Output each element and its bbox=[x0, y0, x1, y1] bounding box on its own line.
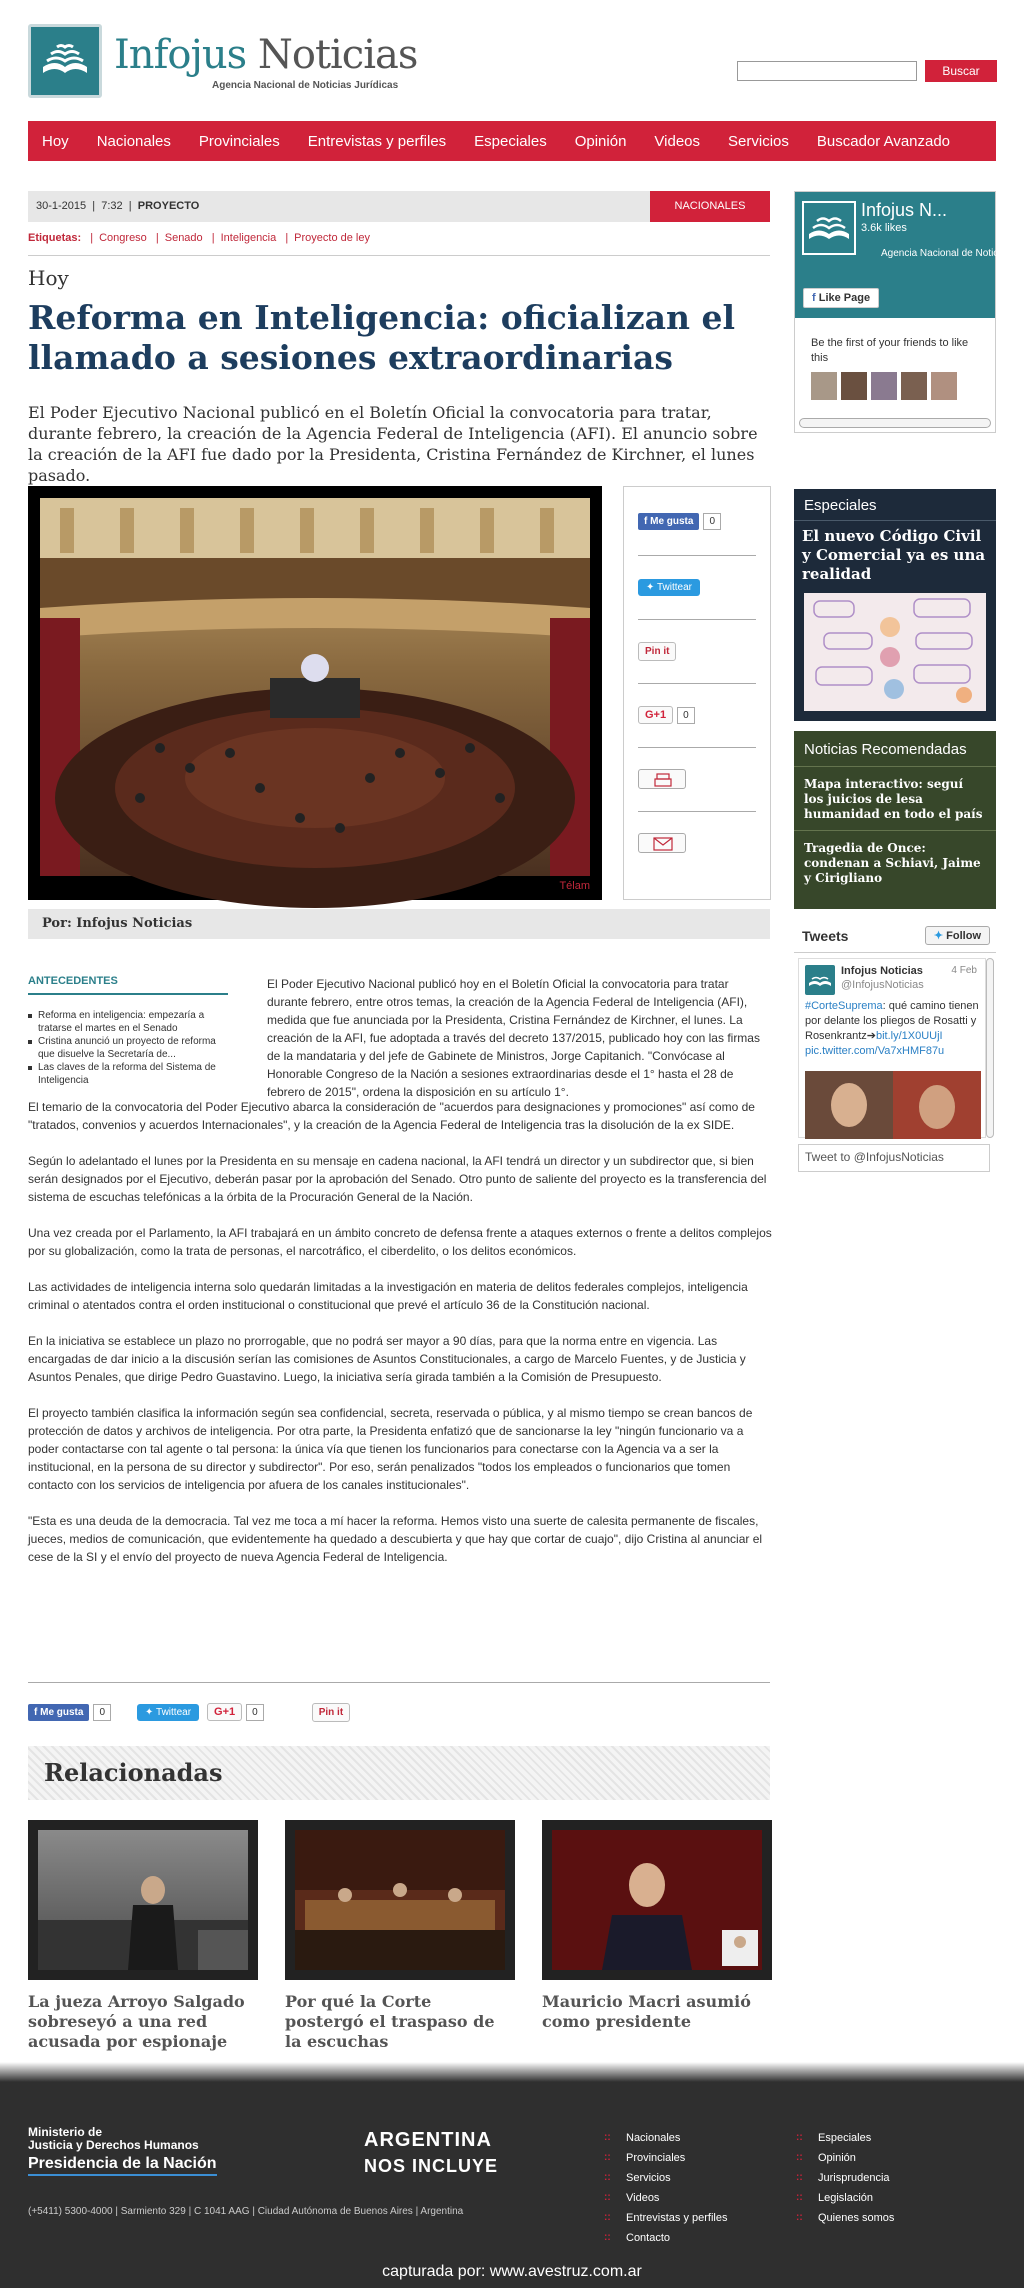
footer-link[interactable]: :: Videos bbox=[604, 2188, 727, 2208]
related-header: Relacionadas bbox=[28, 1746, 770, 1800]
footer-links-2 bbox=[796, 2128, 894, 2228]
google-plus-count: 0 bbox=[246, 1704, 264, 1721]
related-title[interactable]: Por qué la Corte postergó el traspaso de la escuchas bbox=[285, 1992, 495, 2051]
avatar[interactable] bbox=[901, 372, 927, 400]
especiales-image[interactable] bbox=[804, 593, 986, 711]
tweet-hashtag[interactable]: #CorteSuprema bbox=[805, 1000, 883, 1012]
tweet-button[interactable]: ✦ Twittear bbox=[638, 579, 700, 596]
article-paragraph: En la iniciativa se establece un plazo no prorrogable, que no podrá ser mayor a 90 días, para que la norma entre en vigencia. Las encargadas de dar inicio a la discusión serían las comisiones de Asuntos Constitucionales, a cargo de Marcelo Fuentes, y de Justicia y Asuntos Penales, que dirige Pedro Guastavino. Luego, la iniciativa sería girada también a la Comisión de Presupuesto. bbox=[28, 1334, 746, 1384]
footer-links-1 bbox=[604, 2128, 727, 2248]
footer-link[interactable]: :: Jurisprudencia bbox=[796, 2168, 894, 2188]
article-paragraph: "Esta es una deuda de la democracia. Tal vez me toca a mí hacer la reforma. Hemos visto una suerte de calesita permanente de fiscales, jueces, medios de comunicación, que evidentemente ha quedado a descubierta y que hay que cortar de cuajo", dijo Cristina al anunciar el cese de la SI y el envío del proyecto de nueva Agencia Federal de Inteligencia. bbox=[28, 1514, 763, 1564]
search-button[interactable]: Buscar bbox=[925, 60, 997, 82]
google-plus-button[interactable]: G+1 bbox=[638, 706, 673, 724]
recomendadas-title: Noticias Recomendadas bbox=[794, 731, 996, 767]
divider bbox=[638, 811, 756, 812]
twitter-bird-icon: ✦ bbox=[145, 1706, 154, 1718]
avatar[interactable] bbox=[871, 372, 897, 400]
article-tags: Etiquetas: | Congreso | Senado | Inteligencia | Proyecto de ley bbox=[28, 232, 370, 244]
facebook-friends-text: Be the first of your friends to like this bbox=[811, 337, 969, 364]
facebook-like-page-button[interactable]: f Like Page bbox=[803, 288, 879, 308]
antecedente-link[interactable]: Cristina anunció un proyecto de reforma que disuelve la Secretaría de... bbox=[28, 1035, 228, 1061]
article-paragraph: El temario de la convocatoria del Poder Ejecutivo abarca la consideración de "acuerdos para designaciones y promociones" así como de "tratados, convenios y acuerdos Internacionales", y la creación de la Agencia Federal de Inteligencia tras la disolución de la ex SIDE. bbox=[28, 1100, 755, 1132]
nav-item-buscador[interactable]: Buscador Avanzado bbox=[816, 132, 951, 150]
footer-link[interactable]: :: Legislación bbox=[796, 2188, 894, 2208]
article-time: 7:32 bbox=[101, 200, 123, 212]
divider bbox=[638, 747, 756, 748]
recomendada-link[interactable]: Tragedia de Once: condenan a Schiavi, Jaime y Cirigliano bbox=[794, 830, 996, 894]
footer-fade bbox=[0, 2062, 1024, 2082]
ministry-name[interactable]: Ministerio de Justicia y Derechos Humanos bbox=[28, 2125, 199, 2152]
tweet-author-name[interactable]: Infojus Noticias bbox=[841, 965, 923, 977]
horizontal-scrollbar[interactable] bbox=[799, 418, 991, 428]
argentina-slogan-line1: ARGENTINA bbox=[364, 2129, 492, 2151]
photo-credit: Télam bbox=[559, 880, 590, 892]
article-section-badge[interactable]: NACIONALES bbox=[650, 191, 770, 222]
twitter-widget bbox=[638, 577, 756, 596]
tweet-text: #CorteSuprema: qué camino tienen por delante los pliegos de Rosatti y Rosenkrantz➔bit.ly/1X0UUjI pic.twitter.com/Va7xHMF87u bbox=[805, 1000, 979, 1057]
nav-item-opinion[interactable]: Opinión bbox=[574, 132, 627, 150]
divider bbox=[638, 555, 756, 556]
especiales-headline[interactable]: El nuevo Código Civil y Comercial ya es una realidad bbox=[802, 527, 986, 583]
tags-label: Etiquetas: bbox=[28, 232, 82, 244]
related-image[interactable] bbox=[28, 1820, 258, 1980]
twitter-bird-icon: ✦ bbox=[933, 930, 944, 942]
related-card[interactable] bbox=[285, 1820, 515, 2052]
recomendada-link[interactable]: Mapa interactivo: seguí los juicios de lesa humanidad en todo el país bbox=[804, 777, 983, 821]
tag-link[interactable]: Proyecto de ley bbox=[294, 232, 370, 244]
article-meta-bar: 30-1-2015 | 7:32 | PROYECTO NACIONALES bbox=[28, 191, 770, 222]
avatar[interactable] bbox=[805, 965, 835, 995]
related-card[interactable] bbox=[542, 1820, 772, 2032]
footer-link[interactable]: :: Contacto bbox=[604, 2228, 727, 2248]
google-plus-button[interactable]: G+1 bbox=[207, 1703, 242, 1721]
article-kicker: Hoy bbox=[28, 266, 69, 290]
tweet-image[interactable] bbox=[805, 1071, 981, 1139]
especiales-title: Especiales bbox=[794, 489, 996, 521]
divider bbox=[794, 952, 996, 953]
article-paragraph: Las actividades de inteligencia interna solo quedarán limitadas a la investigación en materia de delitos federales complejos, inteligencia criminal o atentados contra el orden institucional o constitucional que prevé el artículo 36 de la Constitución nacional. bbox=[28, 1280, 748, 1312]
facebook-page-subtitle: Agencia Nacional de Noticias bbox=[881, 248, 1012, 259]
antecedente-link[interactable]: Reforma en inteligencia: empezaría a tratarse el martes en el Senado bbox=[28, 1009, 228, 1035]
vertical-scrollbar[interactable] bbox=[986, 958, 994, 1138]
article-photo[interactable] bbox=[40, 498, 590, 876]
tweet-button[interactable]: ✦ Twittear bbox=[137, 1704, 199, 1721]
nav-item-provinciales[interactable]: Provinciales bbox=[198, 132, 280, 150]
article-author: Por: Infojus Noticias bbox=[28, 909, 770, 939]
share-bar-bottom bbox=[28, 1700, 528, 1724]
envelope-icon bbox=[639, 834, 687, 854]
tweets-title: Tweets bbox=[802, 928, 849, 944]
print-button[interactable] bbox=[638, 769, 686, 789]
facebook-like-button[interactable]: f Me gusta bbox=[638, 513, 699, 530]
article-date: 30-1-2015 bbox=[36, 200, 87, 212]
article-paragraph: Según lo adelantado el lunes por la Presidenta en su mensaje en cadena nacional, la AFI tendrá un director y un subdirector que, si bien serán designados por el Ejecutivo, deberán pasar por la aprobación del Senado. Otro punto de saliente del proyecto es la transferencia del sistema de escuchas telefónicas a la órbita de la Procuración General de la Nación. bbox=[28, 1154, 767, 1204]
share-column bbox=[623, 486, 771, 900]
logo-name: Infojus Noticias bbox=[114, 32, 418, 78]
article-body bbox=[28, 1098, 772, 1584]
divider bbox=[28, 255, 770, 256]
logo-book-icon bbox=[803, 202, 855, 254]
footer-link[interactable]: :: Opinión bbox=[796, 2148, 894, 2168]
tweet-to-input[interactable]: Tweet to @InfojusNoticias bbox=[798, 1144, 990, 1172]
article-paragraph: Una vez creada por el Parlamento, la AFI trabajará en un ámbito concreto de defensa frente a ataques externos o frente a delitos complejos por su globalización, como la trata de personas, el narcotráfico, el ciberdelito, o los delitos económicos. bbox=[28, 1226, 772, 1258]
article-paragraph: El proyecto también clasifica la información según sea confidencial, secreta, reservada o pública, y al mismo tiempo se crean bancos de protección de datos y archivos de inteligencia. Por otra parte, la Presidenta enfatizó que de sancionarse la ley "ningún funcionario va a poder contactarse con tal agente o tal persona: la única vía que tienen los funcionarios para conectarse con la Agencia va a ser la institucional, en la persona de su director y subdirector". Por eso, serán penalizados "todos los empleados o funcionarios que tomen contacto con los servicios de inteligencia por afuera de los canales institucionales". bbox=[28, 1406, 753, 1492]
avatar[interactable] bbox=[841, 372, 867, 400]
logo-book-icon bbox=[28, 24, 102, 98]
related-card[interactable] bbox=[28, 1820, 258, 2052]
facebook-page-title[interactable]: Infojus N... bbox=[861, 200, 948, 220]
google-plus-widget bbox=[638, 705, 756, 724]
avatar[interactable] bbox=[931, 372, 957, 400]
antecedente-link[interactable]: Las claves de la reforma del Sistema de Inteligencia bbox=[28, 1061, 228, 1087]
divider bbox=[638, 619, 756, 620]
facebook-page-likes: 3.6k likes bbox=[861, 222, 907, 234]
divider bbox=[28, 1682, 770, 1683]
especiales-box bbox=[794, 489, 996, 721]
tweet-card bbox=[798, 958, 986, 1138]
nav-item-videos[interactable]: Videos bbox=[654, 132, 701, 150]
related-title[interactable]: La jueza Arroyo Salgado sobreseyó a una red acusada por espionaje bbox=[28, 1992, 245, 2051]
article-intro-paragraph: El Poder Ejecutivo Nacional publicó hoy en el Boletín Oficial la convocatoria para tratar durante febrero, entre otros temas, la creación de la Agencia Federal de Inteligencia (AFI), medida que fue anunciada por la Presidenta, Cristina Fernández de Kirchner, el lunes. La creación de la AFI, fue adoptada a través del decreto 137/2015, publicado hoy con las firmas de la mandataria y del jefe de Gabinete de Ministros, Jorge Capitanich. "Convócase al Honorable Congreso de la Nación a sesiones extraordinarias desde el 1° hasta el 28 de febrero de 2015", ordena la disposición en su artículo 1°. bbox=[267, 977, 760, 1099]
presidencia-label[interactable]: Presidencia de la Nación bbox=[28, 2155, 217, 2176]
search-input[interactable] bbox=[737, 61, 917, 81]
email-button[interactable] bbox=[638, 833, 686, 853]
footer-contact: (+5411) 5300-4000 | Sarmiento 329 | C 1041 AAG | Ciudad Autónoma de Buenos Aires | Argentina bbox=[28, 2206, 464, 2217]
facebook-like-count: 0 bbox=[93, 1704, 111, 1721]
facebook-friend-faces bbox=[811, 372, 961, 400]
nav-item-hoy[interactable]: Hoy bbox=[42, 132, 69, 150]
footer-link[interactable]: :: Nacionales bbox=[604, 2128, 727, 2148]
footer-link[interactable]: :: Quienes somos bbox=[796, 2208, 894, 2228]
related-image[interactable] bbox=[542, 1820, 772, 1980]
facebook-like-widget bbox=[638, 511, 756, 530]
facebook-like-button[interactable]: f Me gusta bbox=[28, 1704, 89, 1721]
nav-item-especiales[interactable]: Especiales bbox=[474, 132, 547, 150]
tag-link[interactable]: Congreso bbox=[99, 232, 147, 244]
tweet-link[interactable]: pic.twitter.com/Va7xHMF87u bbox=[805, 1045, 945, 1057]
facebook-page-widget bbox=[794, 191, 1012, 433]
capture-credit: capturada por: www.avestruz.com.ar bbox=[382, 2263, 642, 2280]
argentina-slogan-line2: NOS INCLUYE bbox=[364, 2156, 499, 2176]
nav-item-entrevistas[interactable]: Entrevistas y perfiles bbox=[307, 132, 447, 150]
google-plus-count: 0 bbox=[677, 707, 695, 724]
article-lead: El Poder Ejecutivo Nacional publicó en el Boletín Oficial la convocatoria para tratar, durante febrero, la creación de la Agencia Federal de Inteligencia (AFI). El anuncio sobre la creación de la AFI fue dado por la Presidenta, Cristina Fernández de Kirchner, el lunes pasado. bbox=[28, 403, 758, 485]
related-title[interactable]: Mauricio Macri asumió como presidente bbox=[542, 1992, 751, 2031]
footer-link[interactable]: :: Provinciales bbox=[604, 2148, 727, 2168]
pin-it-button[interactable]: Pin it bbox=[638, 642, 676, 661]
antecedentes-box bbox=[28, 975, 228, 1087]
footer bbox=[0, 2082, 1024, 2288]
article-type: PROYECTO bbox=[137, 200, 200, 212]
recomendadas-box bbox=[794, 731, 996, 909]
nav-item-servicios[interactable]: Servicios bbox=[728, 132, 789, 150]
site-logo[interactable] bbox=[28, 24, 418, 100]
footer-link[interactable]: :: Entrevistas y perfiles bbox=[604, 2208, 727, 2228]
pin-it-button[interactable]: Pin it bbox=[312, 1703, 350, 1722]
twitter-timeline-widget bbox=[794, 918, 996, 1182]
logo-subtitle: Agencia Nacional de Noticias Jurídicas bbox=[212, 80, 399, 91]
divider bbox=[638, 683, 756, 684]
tweet-author-handle[interactable]: @InfojusNoticias bbox=[841, 979, 924, 991]
article-headline: Reforma en Inteligencia: oficializan el llamado a sesiones extraordinarias bbox=[28, 298, 735, 377]
footer-link[interactable]: :: Especiales bbox=[796, 2128, 894, 2148]
footer-link[interactable]: :: Servicios bbox=[604, 2168, 727, 2188]
tweet-link[interactable]: bit.ly/1X0UUjI bbox=[875, 1030, 943, 1042]
nav-item-nacionales[interactable]: Nacionales bbox=[96, 132, 171, 150]
article-photo-frame bbox=[28, 486, 602, 900]
antecedentes-title: ANTECEDENTES bbox=[28, 975, 228, 995]
main-nav bbox=[28, 121, 996, 161]
facebook-icon: f bbox=[812, 292, 816, 304]
tag-link[interactable]: Senado bbox=[164, 232, 203, 244]
facebook-like-count: 0 bbox=[703, 513, 721, 530]
twitter-bird-icon: ✦ bbox=[646, 582, 655, 593]
tweet-date[interactable]: 4 Feb bbox=[951, 965, 977, 976]
related-image[interactable] bbox=[285, 1820, 515, 1980]
avatar[interactable] bbox=[811, 372, 837, 400]
pinterest-widget bbox=[638, 641, 756, 661]
printer-icon bbox=[639, 770, 687, 790]
twitter-follow-button[interactable]: ✦ Follow bbox=[925, 926, 990, 945]
tag-link[interactable]: Inteligencia bbox=[220, 232, 277, 244]
